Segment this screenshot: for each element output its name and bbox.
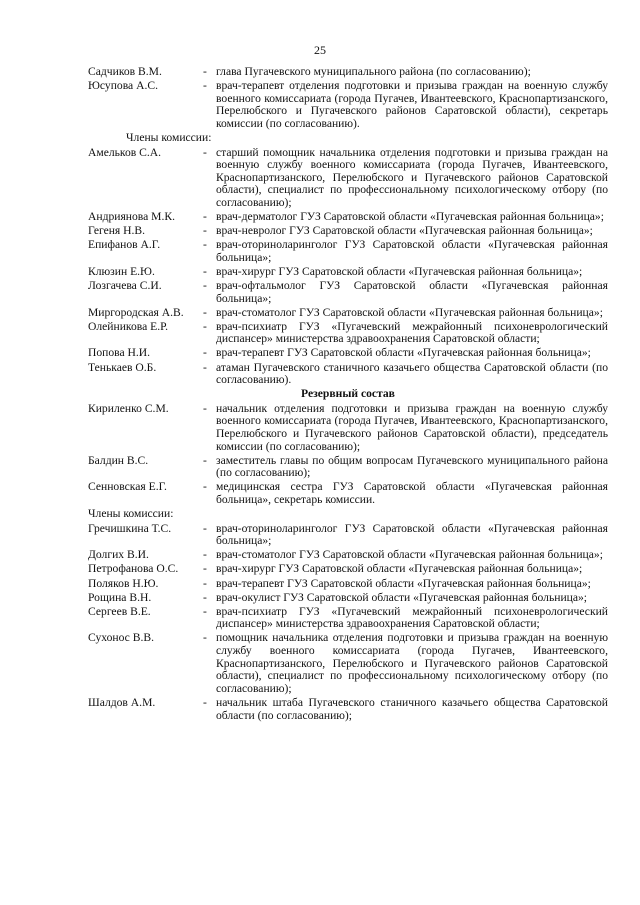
member-name: Долгих В.И. [88,548,149,562]
member-row [88,147,608,210]
member-name: Поляков Н.Ю. [88,576,159,590]
dash-separator: - [203,360,207,374]
dash-separator: - [203,65,207,78]
member-name: Попова Н.И. [88,346,151,360]
dash-separator: - [203,279,207,292]
member-row [88,563,608,576]
member-row [88,481,608,506]
member-name: Гречишкина Т.С. [88,521,172,535]
member-row [88,606,608,631]
dash-separator: - [203,576,207,590]
member-name: Сенновская Е.Г. [88,480,167,494]
dash-separator: - [203,145,207,159]
member-name: Шалдов А.М. [88,695,156,709]
member-role: врач-стоматолог ГУЗ Саратовской области «Пугачевская районная больница»; [216,548,603,562]
main-members-heading: Члены комиссии: [126,130,212,144]
member-role: начальник штаба Пугачевского станичного казачьего общества Саратовской области (по согласованию); [216,695,608,722]
dash-separator: - [203,548,207,562]
member-row [88,403,608,453]
member-row [88,239,608,264]
member-role: врач-хирург ГУЗ Саратовской области «Пугачевская районная больница»; [216,562,583,576]
member-row [88,80,608,130]
dash-separator: - [203,319,207,333]
member-role: врач-невролог ГУЗ Саратовской области «Пугачевская районная больница»; [216,224,593,238]
dash-separator: - [203,305,207,319]
member-name: Лозгачева С.И. [88,279,162,292]
member-role: глава Пугачевского муниципального района (по согласованию); [216,65,531,78]
dash-separator: - [203,631,207,645]
member-name: Рощина В.Н. [88,590,152,604]
reserve-top-members [88,403,608,507]
member-row [88,549,608,562]
dash-separator: - [203,521,207,535]
member-name: Садчиков В.М. [88,65,162,78]
member-row [88,66,608,79]
member-role: медицинская сестра ГУЗ Саратовской области «Пугачевская районная больница», секретарь комиссии. [216,480,608,506]
member-row [88,455,608,480]
member-role: атаман Пугачевского станичного казачьего общества Саратовской области (по согласованию). [216,360,608,387]
member-role: врач-стоматолог ГУЗ Саратовской области «Пугачевская районная больница»; [216,305,603,319]
member-name: Епифанов А.Г. [88,238,161,252]
member-row [88,362,608,387]
member-role: врач-психиатр ГУЗ «Пугачевский межрайонный психоневрологический диспансер» министерства здравоохранения Саратовской области; [216,604,608,631]
dash-separator: - [203,453,207,467]
dash-separator: - [203,695,207,709]
member-name: Балдин В.С. [88,453,149,467]
dash-separator: - [203,264,207,278]
dash-separator: - [203,401,207,415]
reserve-members-list [88,523,608,722]
member-row [88,266,608,279]
member-role: врач-терапевт ГУЗ Саратовской области «Пугачевская районная больница»; [216,576,591,590]
dash-separator: - [203,346,207,360]
member-name: Тенькаев О.Б. [88,360,157,374]
reserve-members-heading: Члены комиссии: [88,507,174,521]
dash-separator: - [203,590,207,604]
member-role: врач-терапевт ГУЗ Саратовской области «Пугачевская районная больница»; [216,346,591,360]
dash-separator: - [203,210,207,224]
member-row [88,578,608,591]
member-name: Клюзин Е.Ю. [88,264,155,278]
member-role: начальник отделения подготовки и призыва граждан на военную службу военного комиссариата (города Пугачев, Ивантеевского, Краснопартизанского, Перелюбского и Пугачевского районов Саратовской области), председатель комиссии (по согласованию); [216,401,608,453]
member-name: Юсупова А.С. [88,79,158,93]
dash-separator: - [203,480,207,494]
member-role: врач-терапевт отделения подготовки и призыва граждан на военную службу военного комиссариата (города Пугачев, Ивантеевского, Краснопартизанского, Перелюбского и Пугачевского районов Саратовской области), секретарь комиссии (по согласованию). [216,79,608,130]
dash-separator: - [203,238,207,252]
member-row [88,592,608,605]
member-role: старший помощник начальника отделения подготовки и призыва граждан на военную службу военного комиссариата (города Пугачев, Ивантеевского, Краснопартизанского, Перелюбского и Пугачевского районов Саратовской области), специалист по профессиональному психологическому отбору (по согласованию); [216,145,608,209]
member-name: Кириленко С.М. [88,401,169,415]
member-row [88,321,608,346]
member-role: помощник начальника отделения подготовки и призыва граждан на военную службу военного комиссариата (города Пугачев, Ивантеевского, Краснопартизанского, Перелюбского и Пугачевского районов Саратовской области), специалист по профессиональному психологическому отбору (по согласованию); [216,631,608,695]
member-name: Олейникова Е.Р. [88,319,169,333]
member-name: Гегеня Н.В. [88,224,146,238]
member-name: Амельков С.А. [88,145,162,159]
main-top-members [88,66,608,130]
main-members-list [88,147,608,387]
member-row [88,280,608,305]
member-row [88,697,608,722]
member-name: Петрофанова О.С. [88,562,179,576]
member-role: врач-окулист ГУЗ Саратовской области «Пугачевская районная больница»; [216,590,588,604]
dash-separator: - [203,224,207,238]
member-row [88,632,608,695]
member-role: врач-оториноларинголог ГУЗ Саратовской области «Пугачевская районная больница»; [216,521,608,548]
page-number: 25 [314,43,326,57]
member-role: заместитель главы по общим вопросам Пугачевского муниципального района (по согласованию); [216,453,608,480]
member-role: врач-психиатр ГУЗ «Пугачевский межрайонный психоневрологический диспансер» министерства здравоохранения Саратовской области; [216,319,608,346]
member-role: врач-офтальмолог ГУЗ Саратовской области «Пугачевская районная больница»; [216,279,608,305]
dash-separator: - [203,79,207,93]
member-name: Сергеев В.Е. [88,604,151,618]
dash-separator: - [203,604,207,618]
member-role: врач-дерматолог ГУЗ Саратовской области «Пугачевская районная больница»; [216,210,604,224]
member-name: Сухонос В.В. [88,631,154,645]
document-body [88,66,608,724]
reserve-section-title: Резервный состав [301,387,395,401]
member-name: Миргородская А.В. [88,305,184,319]
member-row [88,347,608,360]
member-name: Андриянова М.К. [88,210,176,224]
member-role: врач-оториноларинголог ГУЗ Саратовской области «Пугачевская районная больница»; [216,238,608,264]
member-row [88,211,608,224]
member-row [88,307,608,320]
member-role: врач-хирург ГУЗ Саратовской области «Пугачевская районная больница»; [216,264,583,278]
member-row [88,523,608,548]
member-row [88,225,608,238]
dash-separator: - [203,562,207,576]
